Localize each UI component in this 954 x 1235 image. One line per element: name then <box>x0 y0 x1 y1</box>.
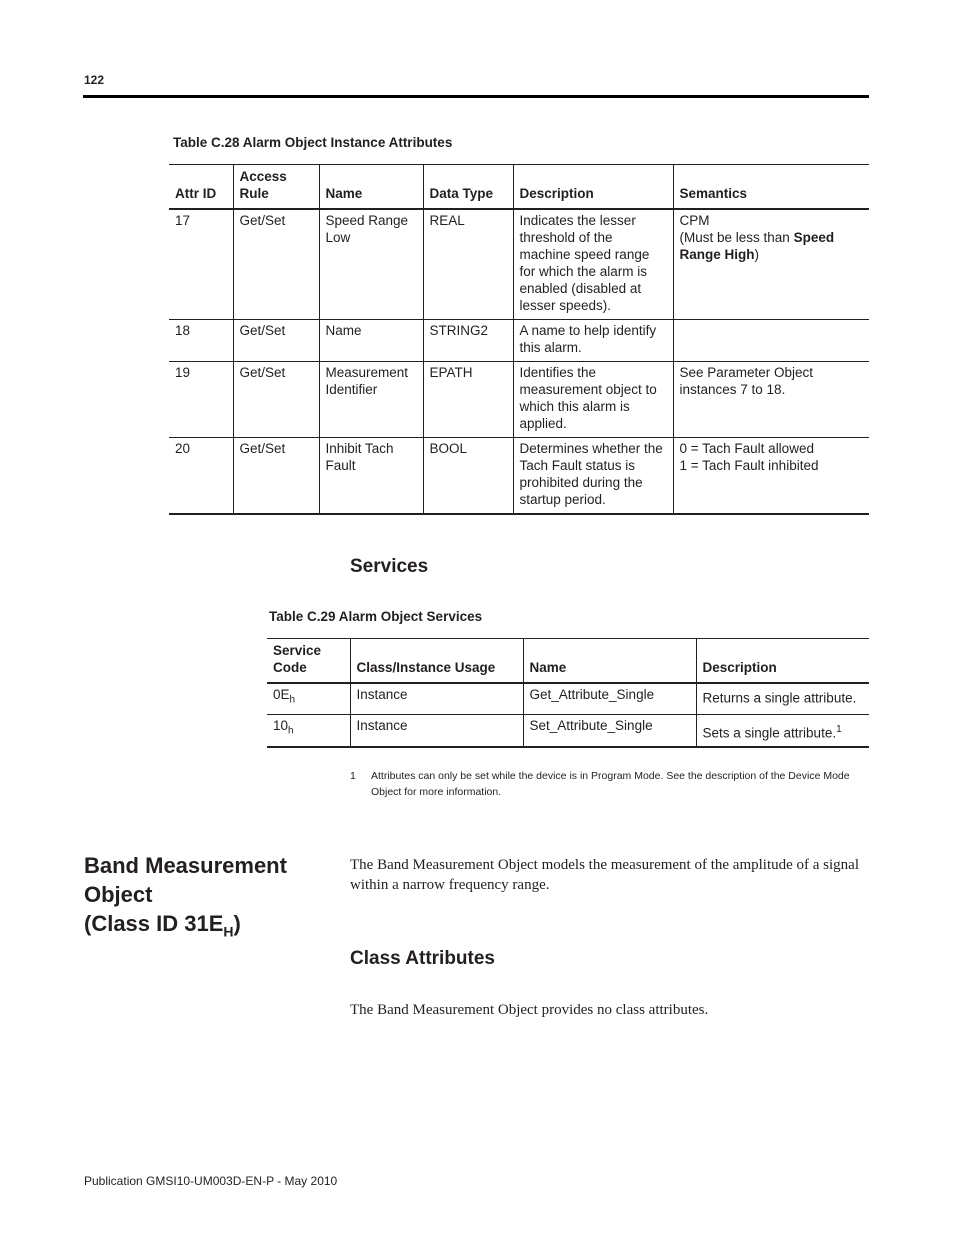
semantics-line: 0 = Tach Fault allowed <box>679 441 814 456</box>
table-header-row <box>267 639 869 684</box>
cell-access: Get/Set <box>233 320 319 362</box>
cell-name: Set_Attribute_Single <box>523 714 696 747</box>
cell-description <box>696 714 869 747</box>
cell-data-type: EPATH <box>423 362 513 438</box>
services-heading: Services <box>350 556 429 577</box>
cell-attr-id: 17 <box>175 213 191 228</box>
header-name: Name <box>319 165 423 210</box>
header-code-line1: Service <box>273 643 322 658</box>
header-data-type: Data Type <box>423 165 513 210</box>
table-c29-caption: Table C.29 Alarm Object Services <box>269 609 483 624</box>
cell-name: Name <box>319 320 423 362</box>
cell-name: Speed Range Low <box>319 209 423 320</box>
heading-subscript: H <box>223 923 234 940</box>
cell-name: Inhibit Tach Fault <box>319 438 423 515</box>
cell-description: Identifies the measurement object to which this alarm is applied. <box>513 362 673 438</box>
semantics-note-ref: Speed Range High <box>679 230 835 262</box>
cell-data-type: STRING2 <box>423 320 513 362</box>
cell-name: Measurement Identifier <box>319 362 423 438</box>
semantics-note-post: ) <box>754 247 760 262</box>
heading-line2: (Class ID 31E <box>84 911 224 936</box>
service-description: Sets a single attribute. <box>702 725 837 741</box>
cell-access: Get/Set <box>233 209 319 320</box>
cell-semantics <box>673 320 869 362</box>
header-usage: Class/Instance Usage <box>350 639 523 684</box>
table-row <box>267 683 869 714</box>
footnote-number: 1 <box>350 770 356 782</box>
cell-attr-id: 20 <box>175 441 191 456</box>
semantics-note-pre: (Must be less than <box>679 230 794 245</box>
page-number: 122 <box>84 73 105 87</box>
publication-footer: Publication GMSI10-UM003D-EN-P - May 2010 <box>84 1174 338 1188</box>
heading-line1: Band Measurement Object <box>84 853 287 907</box>
header-name: Name <box>523 639 696 684</box>
cell-access: Get/Set <box>233 438 319 515</box>
top-rule <box>83 95 869 98</box>
cell-semantics <box>673 209 869 320</box>
header-code-line2: Code <box>273 660 307 675</box>
cell-semantics <box>673 438 869 515</box>
table-row <box>169 209 869 320</box>
heading-line2-end: ) <box>233 911 241 936</box>
class-attributes-heading: Class Attributes <box>350 948 495 969</box>
header-description: Description <box>696 639 869 684</box>
service-code-subscript: h <box>289 694 296 706</box>
table-row <box>169 362 869 438</box>
cell-attr-id: 18 <box>175 323 191 338</box>
cell-data-type: REAL <box>423 209 513 320</box>
cell-data-type: BOOL <box>423 438 513 515</box>
service-code-value: 10 <box>273 717 289 733</box>
service-code-subscript: h <box>288 725 294 737</box>
cell-description: Indicates the lesser threshold of the machine speed range for which the alarm is enabled (disabled at lesser speeds). <box>513 209 673 320</box>
cell-attr-id: 19 <box>175 365 191 380</box>
table-row <box>267 714 869 747</box>
cell-description: A name to help identify this alarm. <box>513 320 673 362</box>
cell-description: Determines whether the Tach Fault status is prohibited during the startup period. <box>513 438 673 515</box>
footnote-text: Attributes can only be set while the device is in Program Mode. See the description of the Device Mode Object for more information. <box>371 770 850 798</box>
table-row <box>169 438 869 515</box>
class-attributes-text: The Band Measurement Object provides no class attributes. <box>350 1002 709 1018</box>
cell-usage: Instance <box>350 683 523 714</box>
cell-name: Get_Attribute_Single <box>523 683 696 714</box>
header-access-line2: Rule <box>239 186 269 201</box>
cell-semantics: See Parameter Object instances 7 to 18. <box>673 362 869 438</box>
cell-access: Get/Set <box>233 362 319 438</box>
cell-usage: Instance <box>350 714 523 747</box>
header-semantics: Semantics <box>673 165 869 210</box>
alarm-instance-attributes-table <box>169 164 869 515</box>
service-code-value: 0E <box>273 687 290 702</box>
band-measurement-heading <box>84 851 346 946</box>
service-description: Returns a single attribute. <box>702 690 857 706</box>
footnote <box>350 768 870 800</box>
cell-service-code <box>267 683 350 714</box>
footnote-ref: 1 <box>836 723 842 735</box>
cell-service-code <box>267 714 350 747</box>
table-row <box>169 320 869 362</box>
header-service-code <box>267 639 350 684</box>
header-attr-id: Attr ID <box>169 165 233 210</box>
cell-description <box>696 683 869 714</box>
table-c28-caption: Table C.28 Alarm Object Instance Attributes <box>173 135 453 150</box>
header-description: Description <box>513 165 673 210</box>
band-measurement-intro: The Band Measurement Object models the measurement of the amplitude of a signal within a narrow frequency range. <box>350 857 860 893</box>
header-access-line1: Access <box>239 169 287 184</box>
alarm-services-table <box>267 638 869 748</box>
semantics-line: 1 = Tach Fault inhibited <box>679 458 819 473</box>
semantics-units: CPM <box>679 213 710 228</box>
header-access-rule <box>233 165 319 210</box>
table-header-row <box>169 165 869 210</box>
